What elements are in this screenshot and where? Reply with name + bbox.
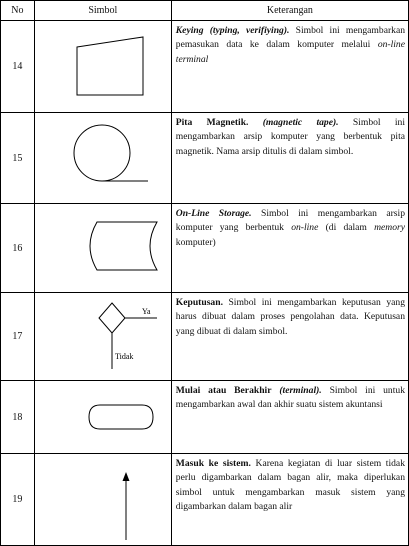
decision-symbol-icon (35, 293, 171, 380)
description-cell (171, 381, 408, 454)
online-storage-symbol-icon (35, 204, 171, 292)
header-no: No (1, 1, 35, 21)
row-title: Keputusan. (175, 297, 223, 308)
row-title: Mulai atau Berakhir (175, 385, 272, 396)
symbol-cell (34, 454, 171, 546)
row-text: Simbol ini mengambarkan arsip komputer yang berbentuk (175, 208, 405, 234)
description-cell (171, 454, 408, 546)
table-row (1, 113, 409, 204)
row-title: On-Line Storage. (175, 208, 252, 219)
row-title: Pita Magnetik. (175, 117, 249, 128)
table-row (1, 21, 409, 113)
row-text-end: komputer) (175, 236, 216, 248)
row-italic-term-2: memory (374, 222, 405, 234)
row-number: 14 (1, 21, 35, 113)
row-text: Simbol ini mengambarkan keputusan yang harus dibuat dalam proses pengolahan data. Keputusan yang dibuat di dalam simbol. (175, 297, 405, 337)
symbol-cell (34, 204, 171, 293)
row-italic-term: on-line (291, 222, 319, 234)
row-title: Masuk ke sistem. (175, 458, 251, 469)
row-number: 17 (1, 293, 35, 381)
system-entry-arrow-icon (35, 454, 171, 545)
row-text-cont: (di dalam (318, 222, 375, 234)
row-title-italic: (terminal). (271, 385, 322, 396)
magnetic-tape-symbol-icon (35, 113, 171, 203)
symbol-cell (34, 293, 171, 381)
row-number: 16 (1, 204, 35, 293)
decision-yes-label: Ya (141, 307, 151, 316)
description-cell (171, 204, 408, 293)
header-description: Keterangan (171, 1, 408, 21)
description-cell (171, 293, 408, 381)
table-row (1, 293, 409, 381)
row-text: Simbol ini mengambarkan pemasukan data ke dalam komputer melalui (175, 25, 405, 51)
row-number: 18 (1, 381, 35, 454)
row-italic-term: on-line terminal (175, 39, 405, 65)
description-cell (171, 21, 408, 113)
symbol-cell (34, 21, 171, 113)
table-row (1, 204, 409, 293)
row-text: Karena kegiatan di luar sistem tidak perlu digambarkan dalam bagan alir, maka diperlukan simbol untuk mengambarkan masuk sistem yang digambarkan dalam bagan alir (175, 458, 405, 512)
row-text: Simbol ini mengambarkan arsip komputer yang berbentuk pita magnetik. Nama arsip ditulis di dalam simbol. (175, 117, 405, 157)
symbol-cell (34, 113, 171, 204)
row-title: Keying (typing, verifiying). (175, 25, 290, 36)
row-title-italic: (magnetic tape). (248, 117, 339, 128)
row-text: Simbol ini untuk mengambarkan awal dan akhir suatu sistem akuntansi (175, 385, 405, 411)
description-cell (171, 113, 408, 204)
header-symbol: Simbol (34, 1, 171, 21)
decision-no-label: Tidak (114, 352, 134, 361)
row-number: 15 (1, 113, 35, 204)
row-number: 19 (1, 454, 35, 546)
keying-symbol-icon (35, 21, 171, 112)
table-row (1, 454, 409, 546)
table-header-row (1, 1, 409, 21)
symbol-cell (34, 381, 171, 454)
terminal-symbol-icon (35, 381, 171, 453)
table-row (1, 381, 409, 454)
